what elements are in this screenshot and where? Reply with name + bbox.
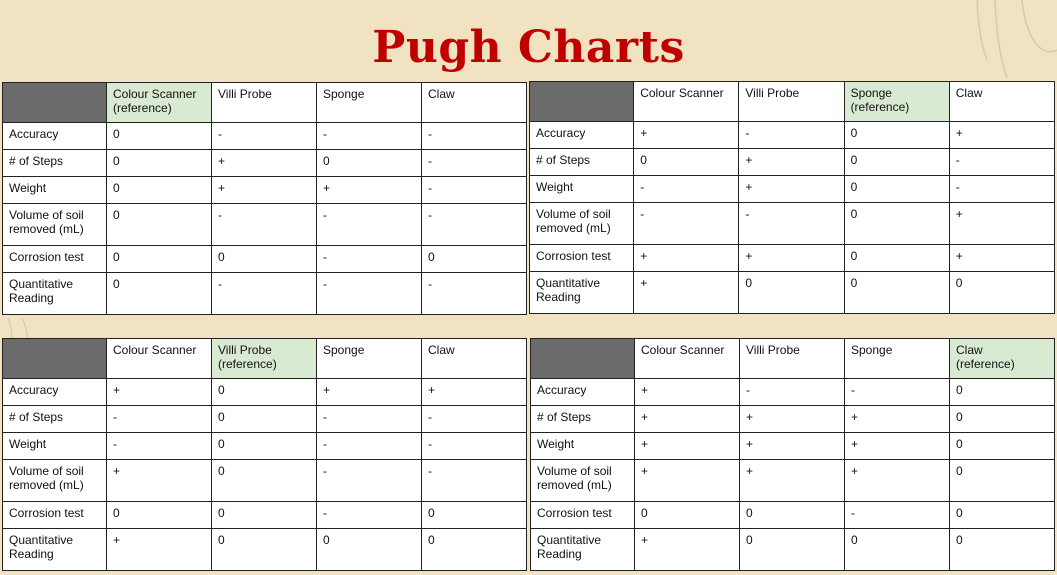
criterion-label: # of Steps bbox=[3, 150, 107, 177]
table-row bbox=[530, 122, 1055, 149]
score-cell: + bbox=[635, 406, 740, 433]
score-cell: 0 bbox=[844, 272, 949, 314]
score-cell: - bbox=[739, 122, 844, 149]
score-cell: - bbox=[845, 379, 950, 406]
score-cell: + bbox=[635, 529, 740, 571]
criterion-label: Weight bbox=[530, 176, 634, 203]
score-cell: + bbox=[422, 379, 527, 406]
score-cell: 0 bbox=[212, 502, 317, 529]
score-cell: - bbox=[422, 177, 527, 204]
score-cell: - bbox=[107, 433, 212, 460]
table-row bbox=[3, 150, 527, 177]
score-cell: - bbox=[422, 123, 527, 150]
score-cell: 0 bbox=[212, 460, 317, 502]
criterion-label: Volume of soil removed (mL) bbox=[531, 460, 635, 502]
score-cell: 0 bbox=[844, 149, 949, 176]
score-cell: 0 bbox=[845, 529, 950, 571]
score-cell: - bbox=[634, 203, 739, 245]
table-row bbox=[531, 502, 1055, 529]
column-header: Colour Scanner bbox=[107, 339, 212, 379]
score-cell: 0 bbox=[740, 502, 845, 529]
score-cell: 0 bbox=[422, 529, 527, 571]
pugh-chart-claw-reference bbox=[530, 338, 1055, 571]
score-cell: 0 bbox=[739, 272, 844, 314]
score-cell: + bbox=[635, 460, 740, 502]
header-row bbox=[3, 83, 527, 123]
score-cell: - bbox=[949, 176, 1054, 203]
criterion-label: Corrosion test bbox=[530, 245, 634, 272]
criterion-label: Corrosion test bbox=[3, 246, 107, 273]
score-cell: 0 bbox=[950, 379, 1055, 406]
score-cell: 0 bbox=[634, 149, 739, 176]
table-row bbox=[3, 433, 527, 460]
column-header: Villi Probe bbox=[739, 82, 844, 122]
score-cell: 0 bbox=[950, 460, 1055, 502]
criterion-label: Quantitative Reading bbox=[3, 273, 107, 315]
score-cell: + bbox=[634, 272, 739, 314]
table-row bbox=[531, 529, 1055, 571]
score-cell: + bbox=[740, 433, 845, 460]
criterion-label: Volume of soil removed (mL) bbox=[3, 204, 107, 246]
score-cell: + bbox=[635, 379, 740, 406]
score-cell: - bbox=[317, 273, 422, 315]
column-header: Sponge bbox=[317, 83, 422, 123]
score-cell: - bbox=[212, 273, 317, 315]
criterion-label: Accuracy bbox=[3, 379, 107, 406]
table-row bbox=[3, 529, 527, 571]
score-cell: - bbox=[317, 204, 422, 246]
score-cell: 0 bbox=[844, 203, 949, 245]
reference-column-header: Claw (reference) bbox=[950, 339, 1055, 379]
table-row bbox=[3, 177, 527, 204]
score-cell: + bbox=[317, 379, 422, 406]
score-cell: + bbox=[739, 245, 844, 272]
corner-cell bbox=[3, 339, 107, 379]
column-header: Villi Probe bbox=[740, 339, 845, 379]
score-cell: + bbox=[845, 433, 950, 460]
criterion-label: Accuracy bbox=[3, 123, 107, 150]
criterion-label: Volume of soil removed (mL) bbox=[530, 203, 634, 245]
score-cell: 0 bbox=[212, 246, 317, 273]
score-cell: - bbox=[739, 203, 844, 245]
score-cell: - bbox=[212, 204, 317, 246]
score-cell: - bbox=[317, 246, 422, 273]
table-row bbox=[3, 460, 527, 502]
header-row bbox=[531, 339, 1055, 379]
table-row bbox=[3, 502, 527, 529]
criterion-label: Quantitative Reading bbox=[3, 529, 107, 571]
column-header: Colour Scanner bbox=[634, 82, 739, 122]
score-cell: - bbox=[317, 460, 422, 502]
score-cell: 0 bbox=[212, 433, 317, 460]
score-cell: - bbox=[422, 460, 527, 502]
table-row bbox=[3, 379, 527, 406]
score-cell: 0 bbox=[950, 433, 1055, 460]
header-row bbox=[530, 82, 1055, 122]
score-cell: 0 bbox=[212, 529, 317, 571]
score-cell: - bbox=[317, 406, 422, 433]
score-cell: + bbox=[845, 460, 950, 502]
criterion-label: Volume of soil removed (mL) bbox=[3, 460, 107, 502]
score-cell: - bbox=[317, 502, 422, 529]
header-row bbox=[3, 339, 527, 379]
column-header: Sponge bbox=[317, 339, 422, 379]
score-cell: + bbox=[740, 460, 845, 502]
score-cell: + bbox=[634, 122, 739, 149]
score-cell: - bbox=[949, 149, 1054, 176]
table-row bbox=[530, 176, 1055, 203]
table-row bbox=[530, 149, 1055, 176]
pugh-chart-villi-probe-reference bbox=[2, 338, 527, 571]
corner-cell bbox=[3, 83, 107, 123]
score-cell: 0 bbox=[844, 176, 949, 203]
table-row bbox=[3, 273, 527, 315]
reference-column-header: Sponge (reference) bbox=[844, 82, 949, 122]
criterion-label: # of Steps bbox=[530, 149, 634, 176]
score-cell: + bbox=[212, 150, 317, 177]
score-cell: + bbox=[107, 460, 212, 502]
score-cell: 0 bbox=[949, 272, 1054, 314]
criterion-label: Weight bbox=[3, 433, 107, 460]
score-cell: 0 bbox=[317, 529, 422, 571]
score-cell: 0 bbox=[422, 246, 527, 273]
score-cell: - bbox=[845, 502, 950, 529]
score-cell: - bbox=[740, 379, 845, 406]
score-cell: + bbox=[107, 529, 212, 571]
table-row bbox=[3, 246, 527, 273]
score-cell: 0 bbox=[740, 529, 845, 571]
score-cell: 0 bbox=[107, 150, 212, 177]
corner-cell bbox=[530, 82, 634, 122]
score-cell: 0 bbox=[950, 502, 1055, 529]
score-cell: 0 bbox=[107, 502, 212, 529]
table-row bbox=[530, 272, 1055, 314]
score-cell: - bbox=[212, 123, 317, 150]
table-row bbox=[3, 406, 527, 433]
score-cell: - bbox=[422, 406, 527, 433]
column-header: Colour Scanner bbox=[635, 339, 740, 379]
score-cell: 0 bbox=[107, 177, 212, 204]
score-cell: 0 bbox=[950, 529, 1055, 571]
score-cell: 0 bbox=[107, 273, 212, 315]
score-cell: 0 bbox=[635, 502, 740, 529]
score-cell: - bbox=[317, 433, 422, 460]
criterion-label: Corrosion test bbox=[3, 502, 107, 529]
score-cell: + bbox=[949, 203, 1054, 245]
table-row bbox=[531, 460, 1055, 502]
score-cell: + bbox=[739, 176, 844, 203]
column-header: Claw bbox=[422, 339, 527, 379]
table-row bbox=[3, 123, 527, 150]
criterion-label: # of Steps bbox=[3, 406, 107, 433]
table-row bbox=[530, 245, 1055, 272]
table-row bbox=[3, 204, 527, 246]
score-cell: 0 bbox=[107, 246, 212, 273]
table-row bbox=[531, 406, 1055, 433]
pugh-chart-colour-scanner-reference bbox=[2, 82, 527, 315]
criterion-label: Accuracy bbox=[530, 122, 634, 149]
reference-column-header: Villi Probe (reference) bbox=[212, 339, 317, 379]
column-header: Claw bbox=[949, 82, 1054, 122]
score-cell: - bbox=[422, 204, 527, 246]
table-row bbox=[530, 203, 1055, 245]
score-cell: - bbox=[317, 123, 422, 150]
column-header: Claw bbox=[422, 83, 527, 123]
score-cell: - bbox=[634, 176, 739, 203]
score-cell: - bbox=[422, 433, 527, 460]
criterion-label: Quantitative Reading bbox=[530, 272, 634, 314]
score-cell: + bbox=[949, 122, 1054, 149]
page-title: Pugh Charts bbox=[372, 22, 685, 73]
score-cell: 0 bbox=[107, 204, 212, 246]
score-cell: + bbox=[317, 177, 422, 204]
score-cell: 0 bbox=[107, 123, 212, 150]
criterion-label: Quantitative Reading bbox=[531, 529, 635, 571]
score-cell: + bbox=[949, 245, 1054, 272]
table-row bbox=[531, 433, 1055, 460]
score-cell: - bbox=[107, 406, 212, 433]
corner-cell bbox=[531, 339, 635, 379]
score-cell: 0 bbox=[844, 245, 949, 272]
score-cell: + bbox=[845, 406, 950, 433]
column-header: Sponge bbox=[845, 339, 950, 379]
score-cell: + bbox=[212, 177, 317, 204]
score-cell: + bbox=[107, 379, 212, 406]
pugh-chart-sponge-reference bbox=[529, 81, 1055, 314]
score-cell: 0 bbox=[212, 406, 317, 433]
score-cell: + bbox=[739, 149, 844, 176]
score-cell: + bbox=[634, 245, 739, 272]
score-cell: 0 bbox=[950, 406, 1055, 433]
score-cell: 0 bbox=[212, 379, 317, 406]
table-row bbox=[531, 379, 1055, 406]
score-cell: 0 bbox=[422, 502, 527, 529]
score-cell: 0 bbox=[317, 150, 422, 177]
score-cell: + bbox=[635, 433, 740, 460]
criterion-label: # of Steps bbox=[531, 406, 635, 433]
score-cell: - bbox=[422, 273, 527, 315]
score-cell: 0 bbox=[844, 122, 949, 149]
criterion-label: Weight bbox=[531, 433, 635, 460]
criterion-label: Accuracy bbox=[531, 379, 635, 406]
column-header: Villi Probe bbox=[212, 83, 317, 123]
criterion-label: Weight bbox=[3, 177, 107, 204]
score-cell: + bbox=[740, 406, 845, 433]
criterion-label: Corrosion test bbox=[531, 502, 635, 529]
score-cell: - bbox=[422, 150, 527, 177]
reference-column-header: Colour Scanner (reference) bbox=[107, 83, 212, 123]
